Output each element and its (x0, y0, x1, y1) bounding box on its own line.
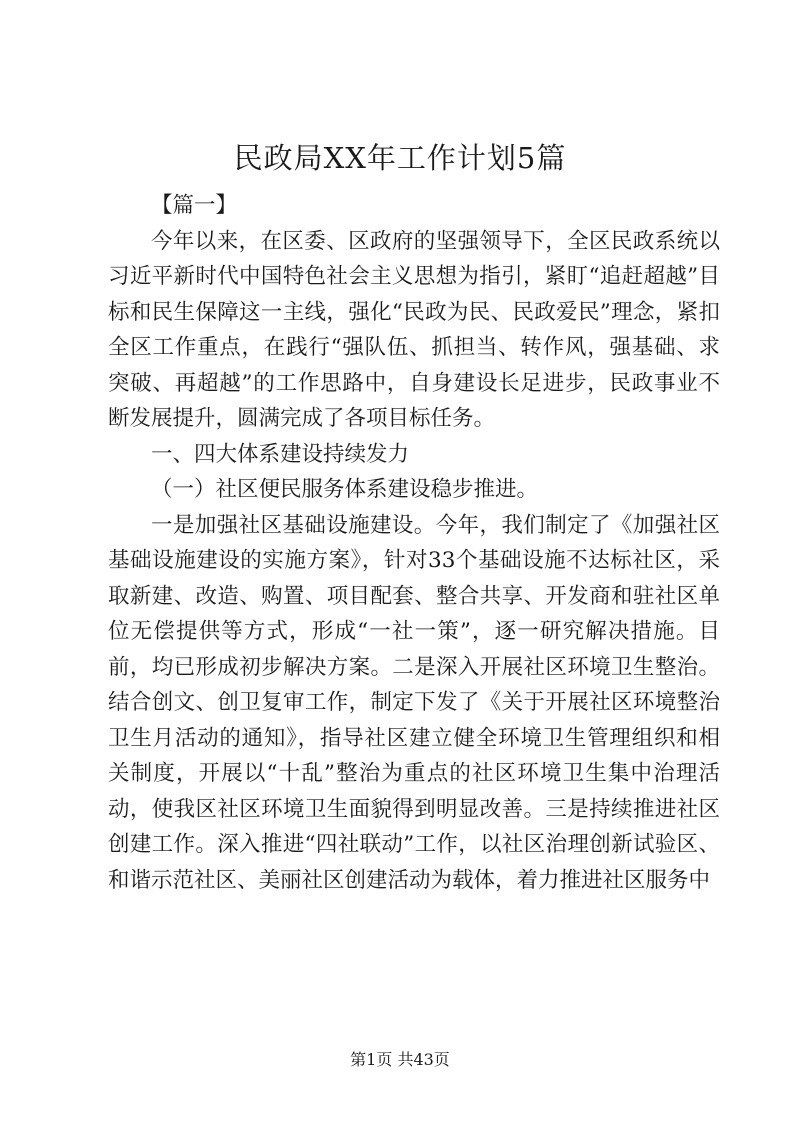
paragraph-intro: 今年以来，在区委、区政府的坚强领导下，全区民政系统以习近平新时代中国特色社会主义思想为指引，紧盯“追赶超越”目标和民生保障这一主线，强化“民政为民、民政爱民”理念，紧扣全区工作重点，在践行“强队伍、抓担当、转作风，强基础、求突破、再超越”的工作思路中，自身建设长足进步，民政事业不断发展提升，圆满完成了各项目标任务。 (108, 228, 720, 431)
heading-four-systems: 一、四大体系建设持续发力 (151, 441, 410, 467)
document-body (108, 188, 720, 898)
paragraph-community-details: 一是加强社区基础设施建设。今年，我们制定了《加强社区基础设施建设的实施方案》，针对33个基础设施不达标社区，采取新建、改造、购置、项目配套、整合共享、开发商和驻社区单位无偿提供等方式，形成“一社一策”，逐一研究解决措施。目前，均已形成初步解决方案。二是深入开展社区环境卫生整治。结合创文、创卫复审工作，制定下发了《关于开展社区环境整治卫生月活动的通知》，指导社区建立健全环境卫生管理组织和相关制度，开展以“十乱”整治为重点的社区环境卫生集中治理活动，使我区社区环境卫生面貌得到明显改善。三是持续推进社区创建工作。深入推进“四社联动”工作，以社区治理创新试验区、和谐示范社区、美丽社区创建活动为载体，着力推进社区服务中 (108, 512, 720, 893)
section-marker: 【篇一】 (151, 193, 238, 218)
subheading-community-service: （一）社区便民服务体系建设稳步推进。 (151, 477, 539, 502)
document-title: 民政局XX年工作计划5篇 (233, 141, 567, 175)
page-footer: 第1页 共43页 (350, 1050, 450, 1069)
